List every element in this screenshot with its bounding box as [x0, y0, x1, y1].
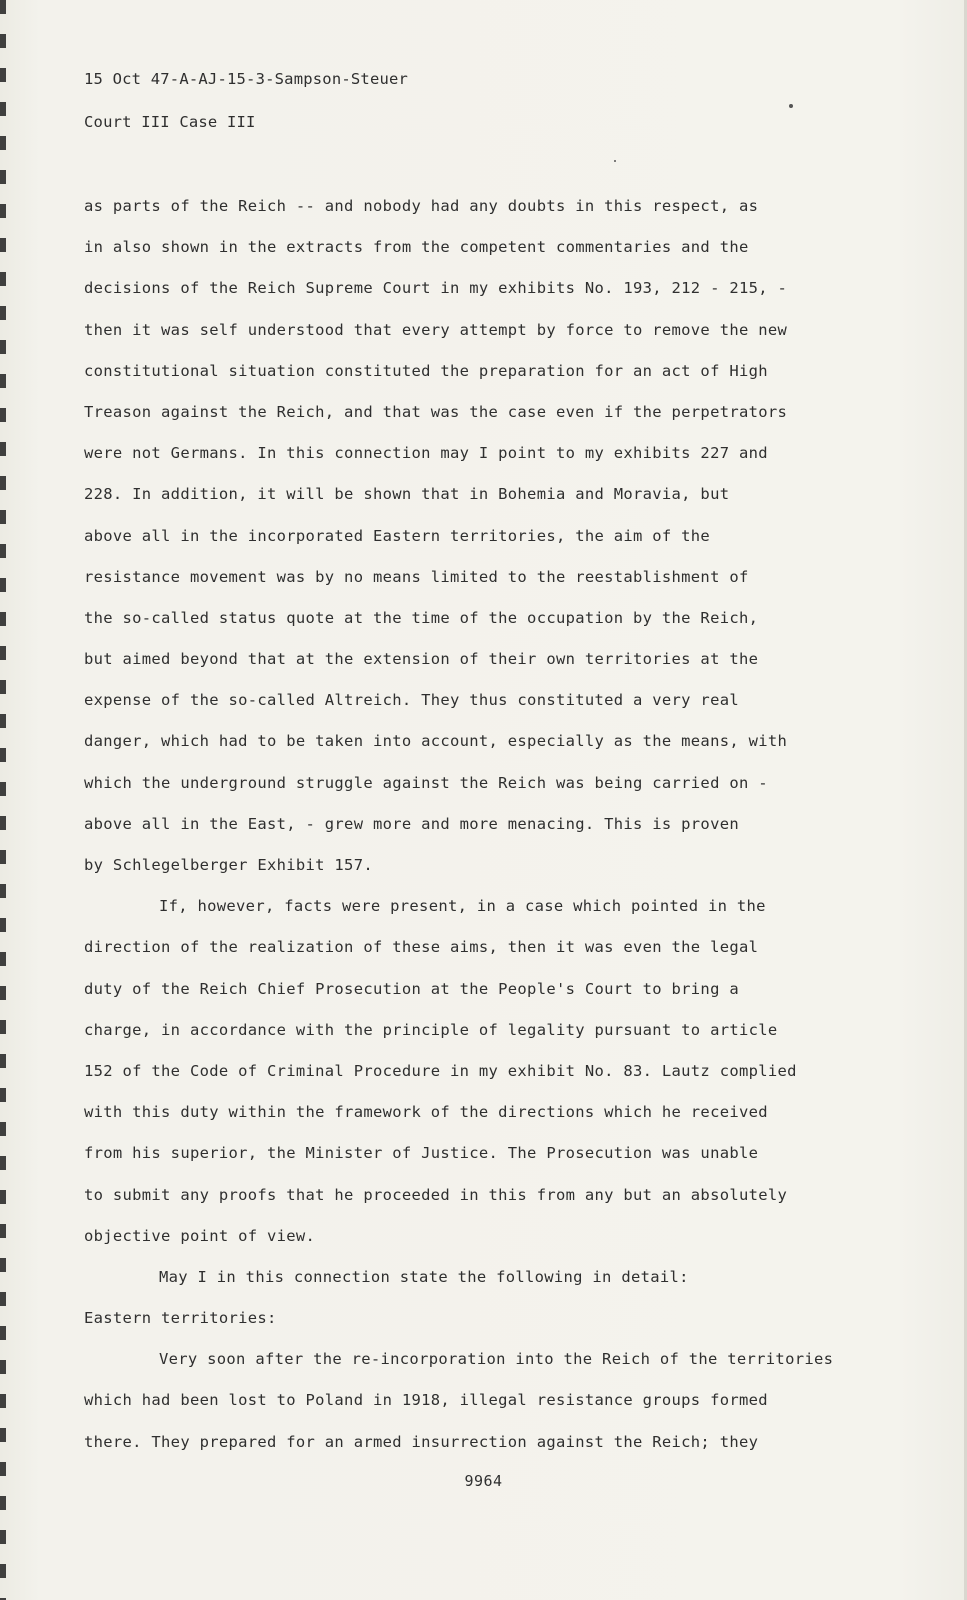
- text-line: Treason against the Reich, and that was the case even if the perpetrators: [84, 402, 788, 421]
- binding-edge-marks: [0, 0, 6, 1600]
- text-line: resistance movement was by no means limited to the reestablishment of: [84, 567, 749, 586]
- text-line: were not Germans. In this connection may I point to my exhibits 227 and: [84, 444, 768, 463]
- text-line: direction of the realization of these aims, then it was even the legal: [84, 938, 759, 957]
- paragraph-start-line: May I in this connection state the following in detail:: [159, 1267, 689, 1286]
- text-line: but aimed beyond that at the extension of their own territories at the: [84, 650, 759, 669]
- document-reference: 15 Oct 47-A-AJ-15-3-Sampson-Steuer: [84, 70, 409, 88]
- text-line: which the underground struggle against the Reich was being carried on -: [84, 773, 768, 792]
- text-line: then it was self understood that every attempt by force to remove the new: [84, 320, 788, 339]
- text-line: in also shown in the extracts from the competent commentaries and the: [84, 238, 749, 257]
- text-line: above all in the East, - grew more and more menacing. This is proven: [84, 814, 739, 833]
- text-line: 152 of the Code of Criminal Procedure in my exhibit No. 83. Lautz complied: [84, 1061, 797, 1080]
- text-line: the so-called status quote at the time of the occupation by the Reich,: [84, 608, 759, 627]
- text-line: which had been lost to Poland in 1918, illegal resistance groups formed: [84, 1391, 768, 1410]
- text-line: above all in the incorporated Eastern territories, the aim of the: [84, 526, 711, 545]
- paragraph-start-line: Very soon after the re-incorporation into the Reich of the territories: [159, 1350, 834, 1369]
- ink-speck: [789, 104, 793, 108]
- text-line: constitutional situation constituted the preparation for an act of High: [84, 361, 768, 380]
- section-heading: Eastern territories:: [84, 1309, 277, 1328]
- paragraph-start-line: If, however, facts were present, in a case which pointed in the: [159, 897, 766, 916]
- text-line: expense of the so-called Altreich. They thus constituted a very real: [84, 691, 739, 710]
- text-line: from his superior, the Minister of Justice. The Prosecution was unable: [84, 1144, 759, 1163]
- text-line: danger, which had to be taken into account, especially as the means, with: [84, 732, 788, 751]
- text-line: duty of the Reich Chief Prosecution at the People's Court to bring a: [84, 979, 739, 998]
- text-line: objective point of view.: [84, 1226, 316, 1245]
- text-line: by Schlegelberger Exhibit 157.: [84, 856, 373, 874]
- ink-speck: [614, 160, 616, 162]
- text-line: with this duty within the framework of the directions which he received: [84, 1103, 768, 1122]
- text-line: to submit any proofs that he proceeded in this from any but an absolutely: [84, 1185, 788, 1204]
- court-case-label: Court III Case III: [84, 113, 256, 131]
- text-line: as parts of the Reich -- and nobody had any doubts in this respect, as: [84, 197, 759, 215]
- text-line: decisions of the Reich Supreme Court in my exhibits No. 193, 212 - 215, -: [84, 279, 788, 298]
- text-line: 228. In addition, it will be shown that in Bohemia and Moravia, but: [84, 485, 730, 504]
- page-number: 9964: [464, 1472, 503, 1490]
- text-line: there. They prepared for an armed insurrection against the Reich; they: [84, 1432, 759, 1451]
- text-line: charge, in accordance with the principle of legality pursuant to article: [84, 1020, 778, 1039]
- transcript-body: [84, 186, 884, 1463]
